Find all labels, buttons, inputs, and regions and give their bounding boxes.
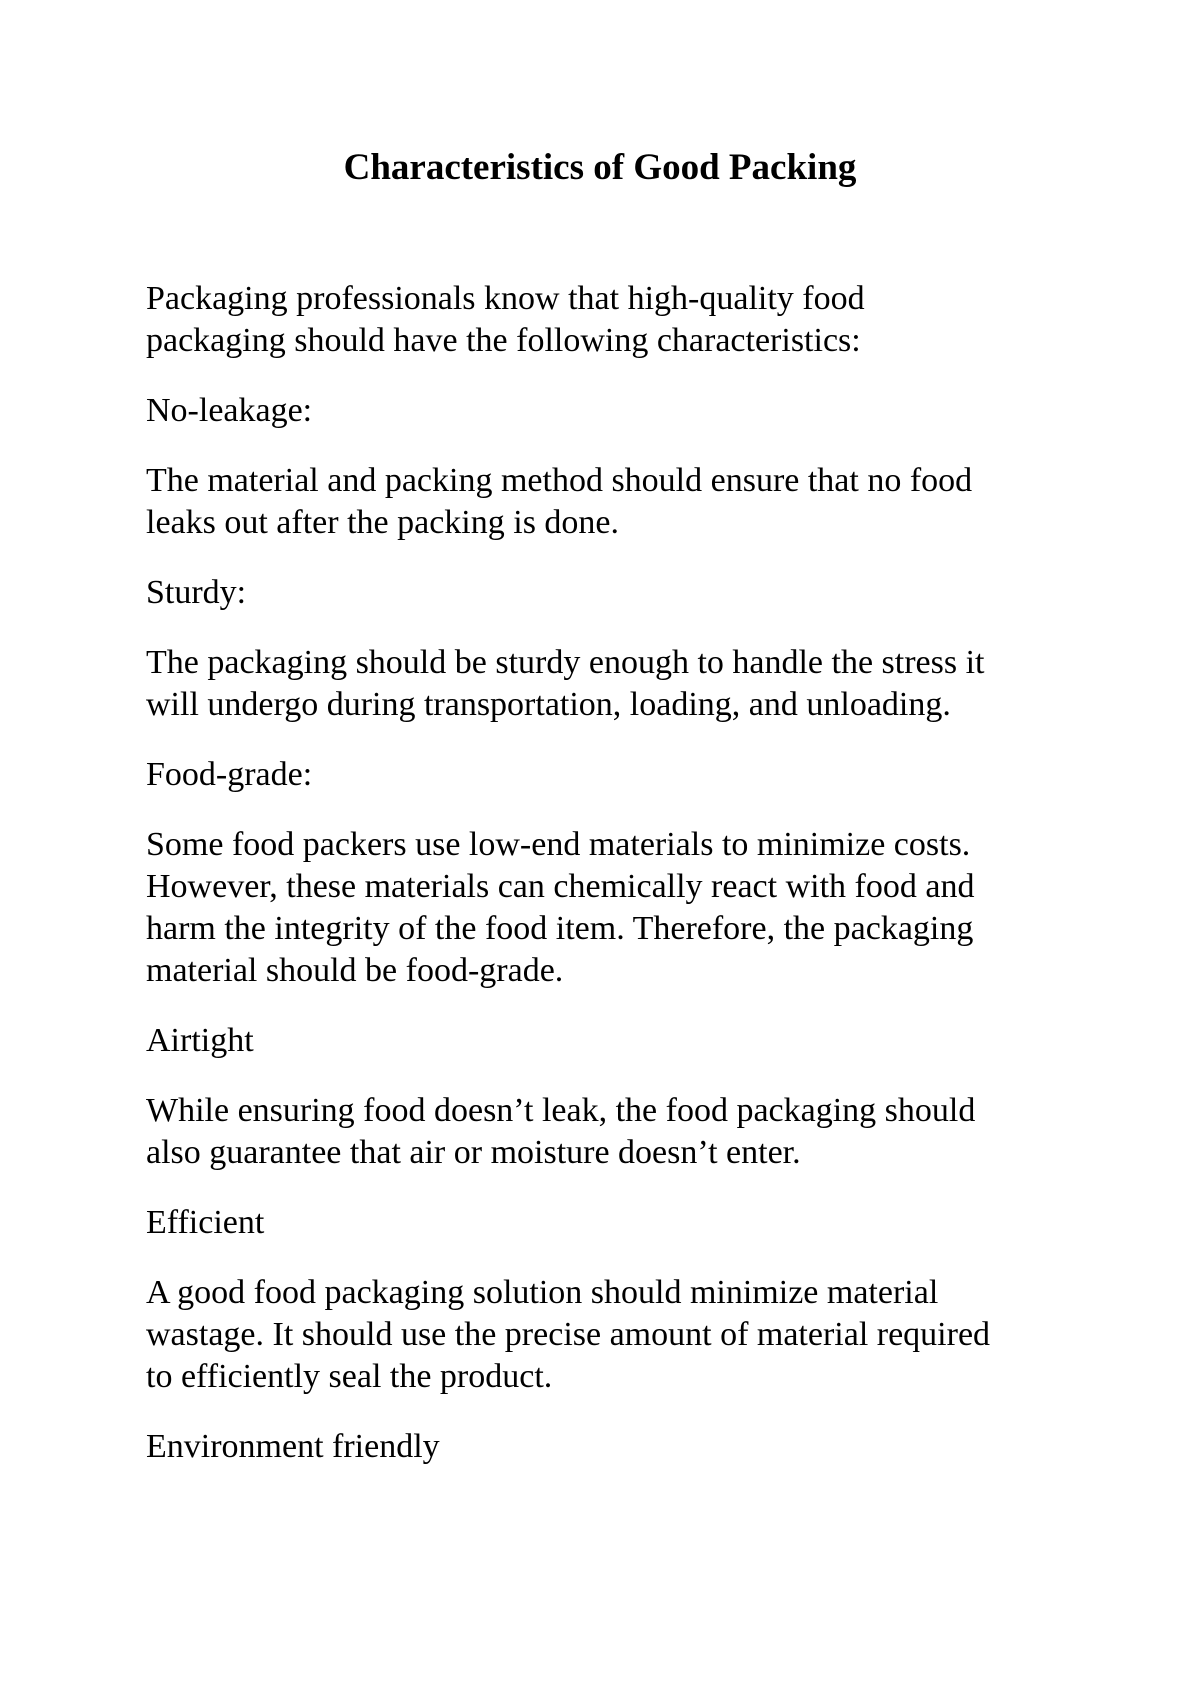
text-line: to efficiently seal the product. (146, 1358, 553, 1395)
section-heading-food-grade (146, 754, 1086, 796)
section-heading-efficient (146, 1202, 1086, 1244)
text-line: leaks out after the packing is done. (146, 504, 620, 541)
text-line: However, these materials can chemically react with food and (146, 868, 975, 905)
text-line: harm the integrity of the food item. Therefore, the packaging (146, 910, 974, 947)
section-heading-sturdy (146, 572, 1086, 614)
text-line: packaging should have the following characteristics: (146, 322, 861, 359)
document-body (146, 278, 1086, 1496)
text-line: Airtight (146, 1022, 254, 1059)
text-line: Sturdy: (146, 574, 247, 611)
text-line: A good food packaging solution should minimize material (146, 1274, 939, 1311)
sturdy-paragraph (146, 642, 1086, 726)
text-line: material should be food-grade. (146, 952, 564, 989)
page-title: Characteristics of Good Packing (343, 147, 857, 188)
text-line: Some food packers use low-end materials to minimize costs. (146, 826, 971, 863)
text-line: Efficient (146, 1204, 265, 1241)
text-line: will undergo during transportation, loading, and unloading. (146, 686, 951, 723)
intro-paragraph (146, 278, 1086, 362)
section-heading-environment-friendly (146, 1426, 1086, 1468)
text-line: The packaging should be sturdy enough to handle the stress it (146, 644, 985, 681)
text-line: No-leakage: (146, 392, 313, 429)
text-line: Packaging professionals know that high-quality food (146, 280, 865, 317)
text-line: Environment friendly (146, 1428, 440, 1465)
section-heading-no-leakage (146, 390, 1086, 432)
text-line: Food-grade: (146, 756, 313, 793)
text-line: wastage. It should use the precise amount of material required (146, 1316, 991, 1353)
food-grade-paragraph (146, 824, 1086, 992)
text-line: The material and packing method should ensure that no food (146, 462, 973, 499)
no-leakage-paragraph (146, 460, 1086, 544)
text-line: also guarantee that air or moisture doesn’t enter. (146, 1134, 801, 1171)
airtight-paragraph (146, 1090, 1086, 1174)
section-heading-airtight (146, 1020, 1086, 1062)
text-line: While ensuring food doesn’t leak, the food packaging should (146, 1092, 976, 1129)
efficient-paragraph (146, 1272, 1086, 1398)
